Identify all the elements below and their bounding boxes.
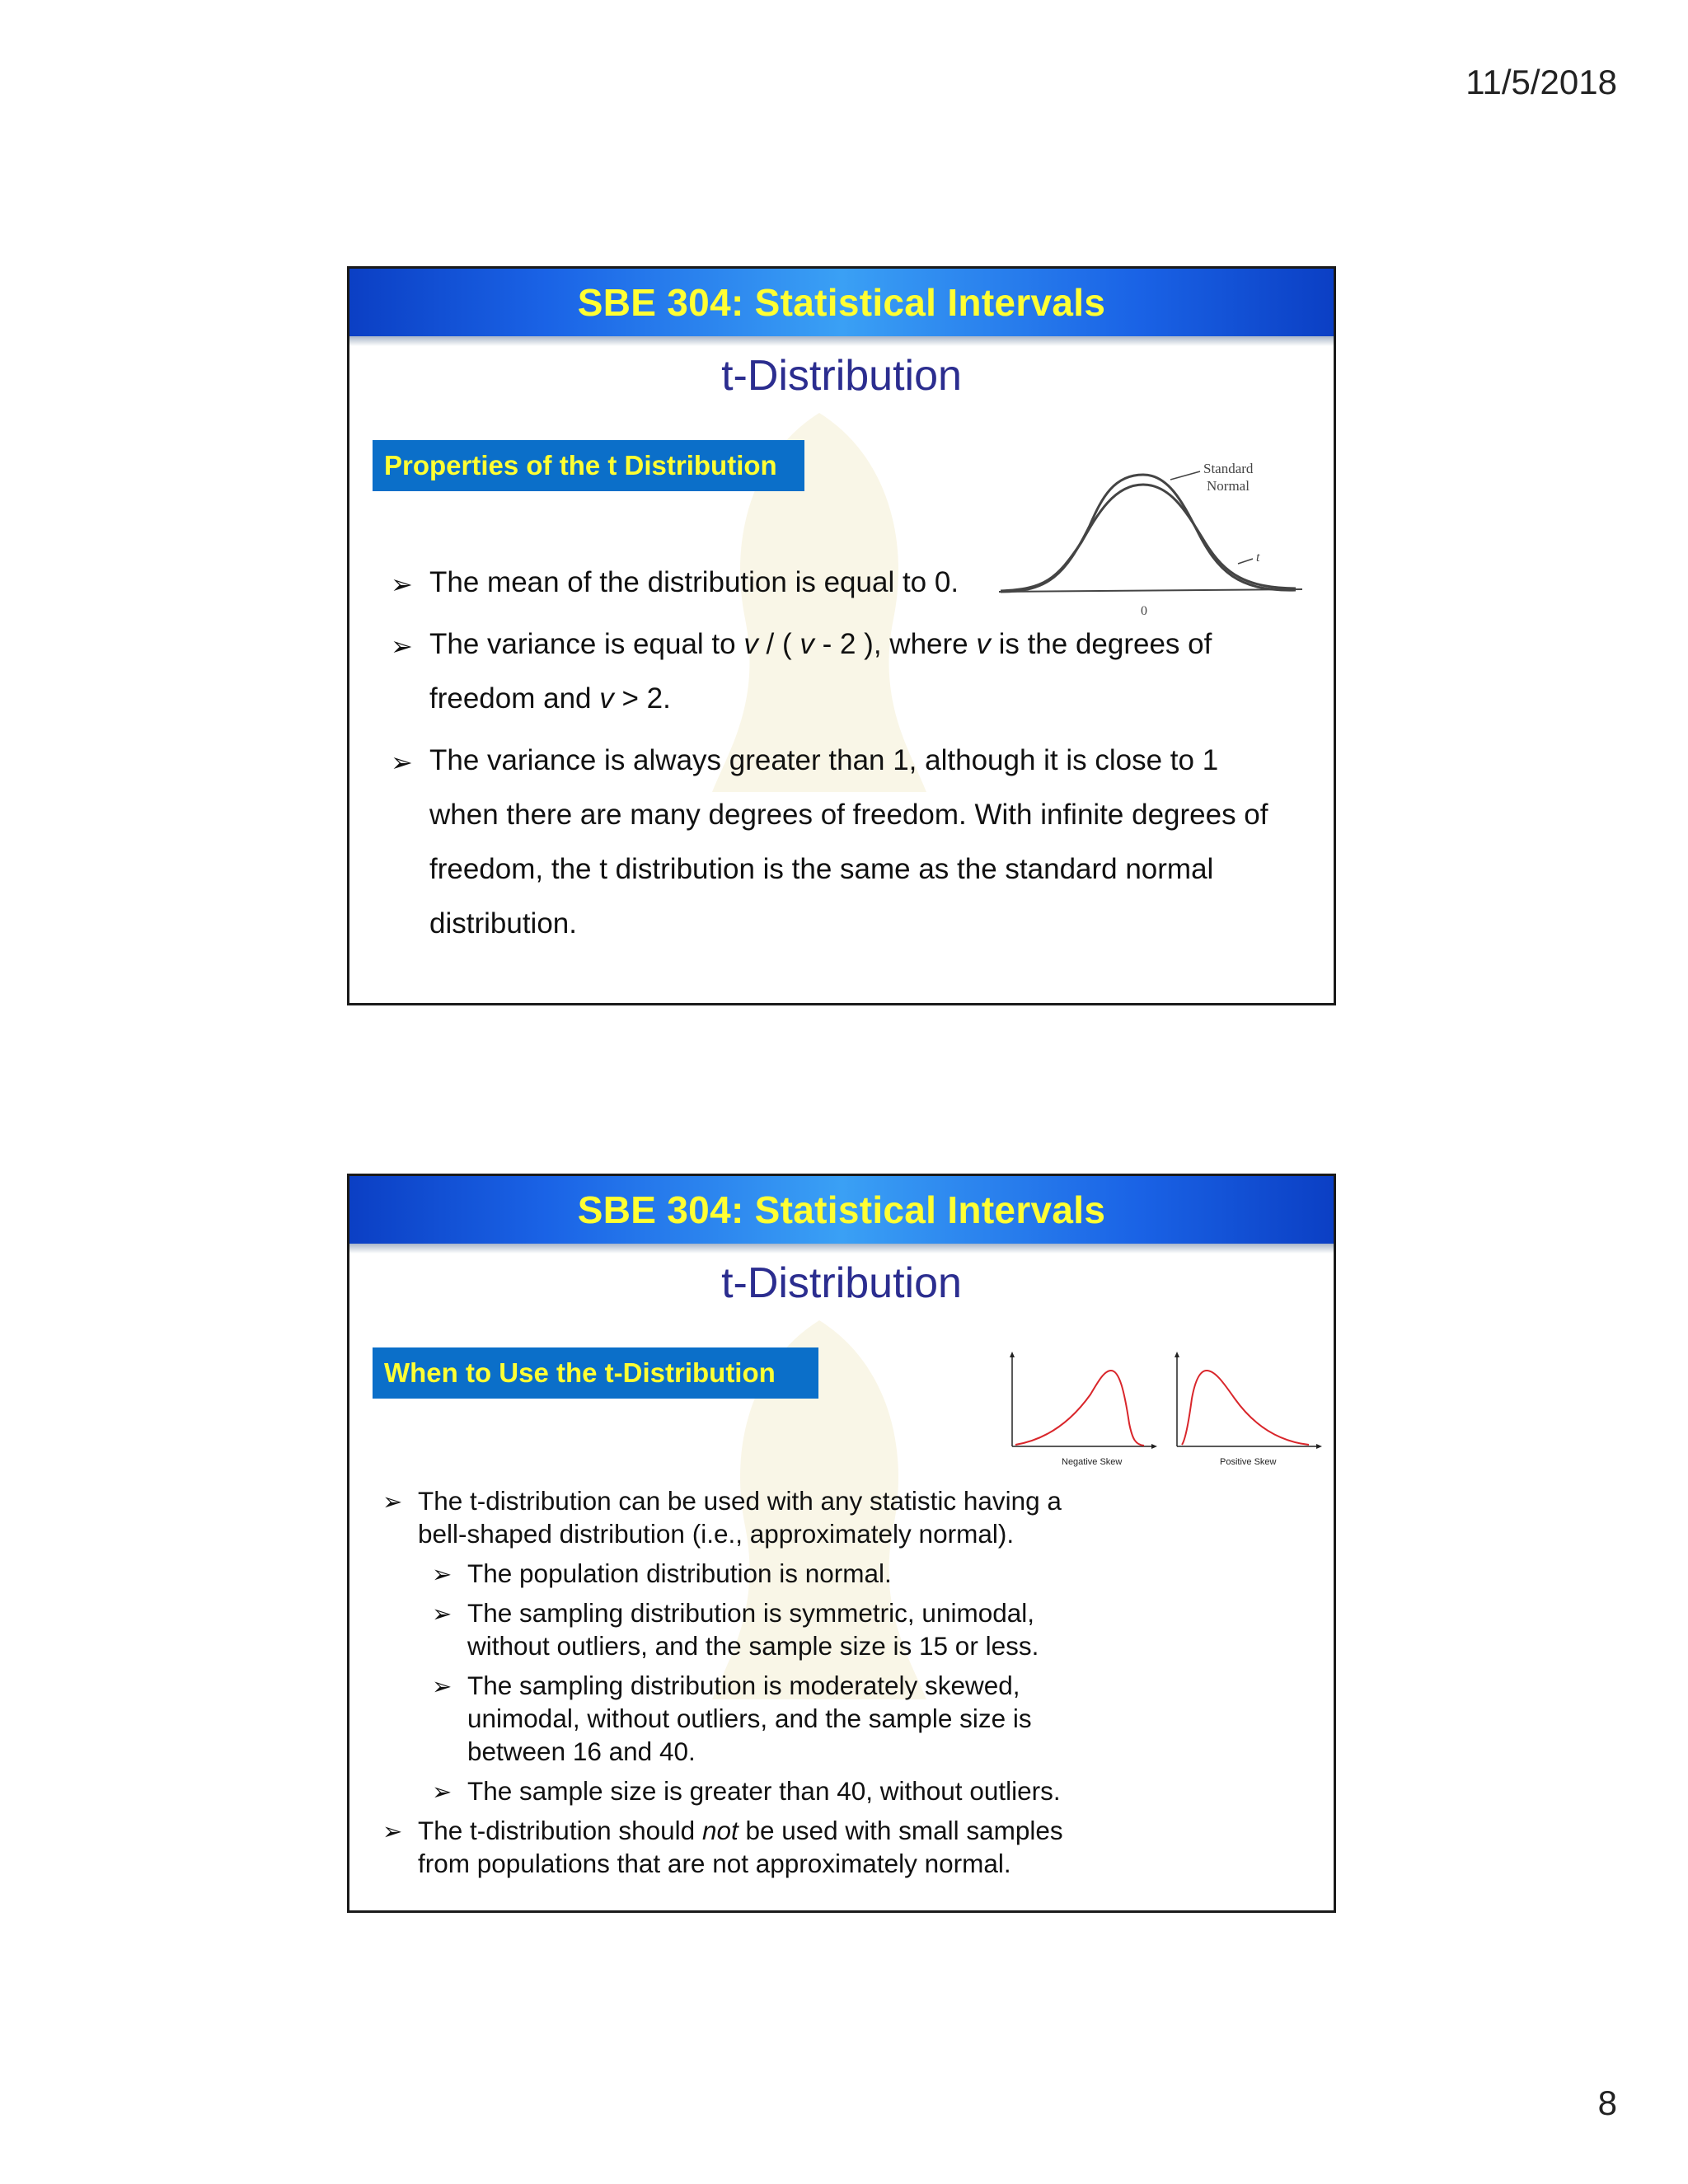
section-label: Properties of the t Distribution [373,440,804,491]
skew-curves-figure [1004,1349,1325,1477]
bullet-arrow-icon: ➢ [432,1779,452,1806]
bullet-variance-formula: The variance is equal to v / ( v - 2 ), where v is the degrees of [429,628,1212,660]
slide-header [349,269,1334,336]
label-standard: Standard [1203,461,1254,476]
positive-skew-label: Positive Skew [1220,1457,1277,1467]
t-pointer [1238,559,1253,564]
sub-bullet-symmetric-line2: without outliers, and the sample size is 15 or less. [467,1631,1039,1661]
bullet-arrow-icon: ➢ [391,631,413,661]
slide-header [349,1176,1334,1244]
bullet-variance-formula-cont: freedom and v > 2. [429,682,671,715]
bullet-not-use-line2: from populations that are not approximately normal. [418,1849,1011,1878]
bullet-arrow-icon: ➢ [432,1601,452,1628]
sub-bullet-normal: The population distribution is normal. [467,1558,892,1588]
bullet-arrow-icon: ➢ [432,1674,452,1700]
bullet-arrow-icon: ➢ [391,569,413,599]
sub-bullet-large-sample: The sample size is greater than 40, without outliers. [467,1776,1061,1806]
negative-skew-curve [1015,1371,1144,1446]
label-zero: 0 [1141,604,1147,618]
label-normal: Normal [1207,478,1250,494]
bullet-mean: The mean of the distribution is equal to 0. [429,566,959,598]
section-label: When to Use the t-Distribution [373,1347,818,1399]
slide-when-to-use [347,1174,1336,1913]
normal-pointer [1170,471,1200,480]
sub-bullet-skewed-line2: unimodal, without outliers, and the sample size is [467,1704,1032,1733]
negative-skew-label: Negative Skew [1062,1457,1123,1467]
neg-x-arrow [1151,1444,1157,1449]
bullet-usage-line2: bell-shaped distribution (i.e., approximately normal). [418,1519,1015,1549]
bullet-usage-line1: The t-distribution can be used with any statistic having a [418,1486,1062,1516]
bullet-arrow-icon: ➢ [391,748,413,777]
header-title: SBE 304: Statistical Intervals [577,1188,1106,1231]
standard-normal-curve [1001,475,1296,592]
page-date: 11/5/2018 [1465,63,1617,101]
slide-properties [347,266,1336,1005]
sub-bullet-symmetric-line1: The sampling distribution is symmetric, unimodal, [467,1598,1035,1628]
t-curve [1001,485,1296,591]
bullet-variance-line4: distribution. [429,907,577,940]
neg-y-arrow [1010,1352,1015,1357]
bullet-variance-line2: when there are many degrees of freedom. With infinite degrees of [429,799,1268,831]
positive-skew-curve [1182,1371,1309,1445]
bullet-arrow-icon: ➢ [432,1562,452,1588]
bullet-variance-line1: The variance is always greater than 1, although it is close to 1 [429,744,1219,776]
sub-bullet-skewed-line3: between 16 and 40. [467,1736,696,1766]
slide-subtitle: t-Distribution [721,1259,962,1307]
pos-x-arrow [1316,1444,1322,1449]
sub-bullet-skewed-line1: The sampling distribution is moderately skewed, [467,1671,1020,1700]
t-vs-normal-curve-figure [999,460,1312,618]
label-t: t [1256,551,1260,565]
bullet-variance-line3: freedom, the t distribution is the same as the standard normal [429,853,1214,885]
page-number: 8 [1597,2083,1617,2122]
bullet-not-use-line1: The t-distribution should not be used with small samples [418,1816,1063,1845]
bullet-arrow-icon: ➢ [382,1819,403,1845]
header-title: SBE 304: Statistical Intervals [577,281,1106,324]
pos-y-arrow [1175,1352,1179,1357]
figure-baseline [999,589,1302,592]
bullet-arrow-icon: ➢ [382,1489,403,1516]
slide-subtitle: t-Distribution [721,352,962,400]
